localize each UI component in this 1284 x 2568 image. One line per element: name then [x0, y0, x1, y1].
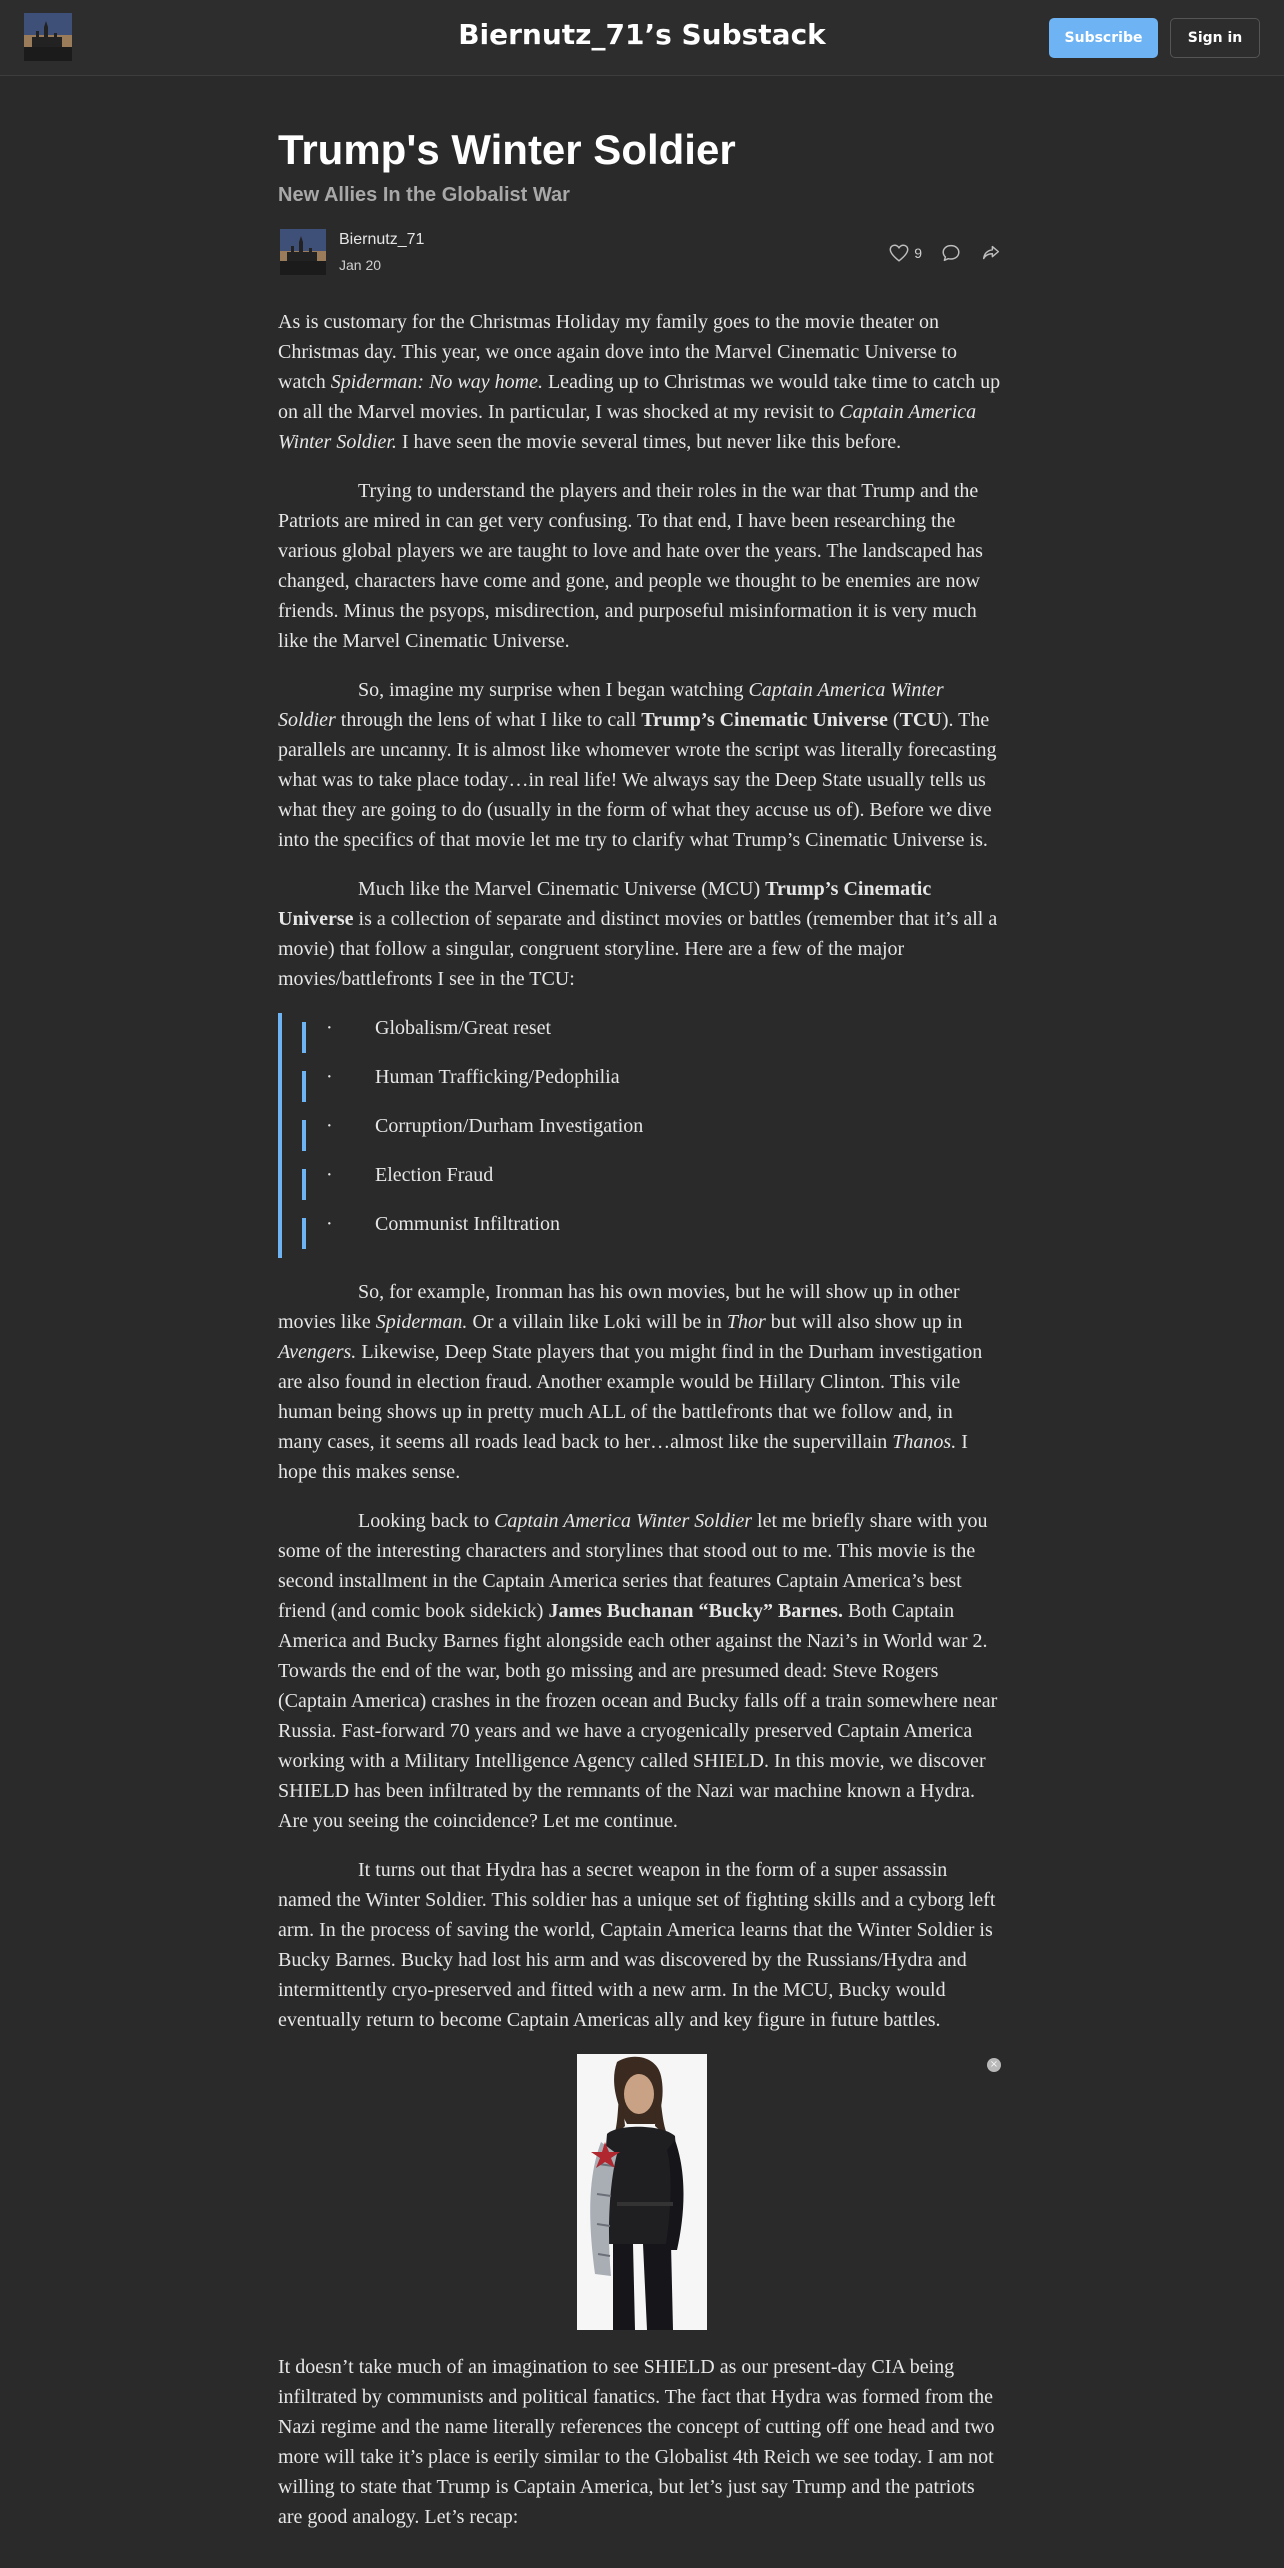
comment-button[interactable]	[940, 242, 962, 264]
top-bar	[0, 0, 1284, 76]
text-run: As is customary for the Christmas Holiday my family goes to the movie theater on Christmas day. This year, we once again dove into the Marvel Cinematic Universe to watch	[278, 311, 958, 394]
winter-soldier-illustration-icon	[577, 2054, 707, 2330]
author-avatar[interactable]	[280, 229, 326, 275]
text-run: So, for example, Ironman has his own movies, but he will show up in other movies like	[278, 1281, 960, 1334]
text-run: let me briefly share with you some of the interesting characters and storylines that stood out to me. This movie is the second installment in the Captain America series that features Captain America’s best friend (and comic book sidekick)	[278, 1510, 988, 1623]
bullet-glyph: ·	[326, 1115, 333, 1138]
like-button[interactable]	[888, 242, 922, 264]
text-run: Trying to understand the players and their roles in the war that Trump and the Patriots are mired in can get very confusing. To that end, I have been researching the various global players we are taught to love and hate over the years. The landscaped has changed, characters have come and gone, and people we thought to be enemies are now friends. Minus the psyops, misdirection, and purposeful misinformation it is very much like the Marvel Cinematic Universe.	[278, 480, 983, 653]
quote-item-text: Communist Infiltration	[375, 1213, 560, 1236]
quote-item-text: Corruption/Durham Investigation	[375, 1115, 644, 1138]
post-actions	[888, 241, 1002, 265]
quote-list-item	[282, 1062, 1002, 1111]
post-title: Trump's Winter Soldier	[278, 126, 736, 173]
site-title[interactable]: Biernutz_71’s Substack	[458, 18, 826, 51]
italic-text: Avengers.	[278, 1341, 357, 1364]
text-run: ). The parallels are uncanny. It is almost like whomever wrote the script was literally forecasting what was to take place today…in real life! We always say the Deep State usually tells us what they are going to do (usually in the form of what they accuse us of). Before we dive into the specifics of that movie let me try to clarify what Trump’s Cinematic Universe is.	[278, 709, 997, 852]
author-name[interactable]: Biernutz_71	[339, 231, 425, 249]
quote-item-text: Election Fraud	[375, 1164, 494, 1187]
text-run: I hope this makes sense.	[278, 1431, 968, 1484]
text-run: is a collection of separate and distinct movies or battles (remember that it’s all a movie) that follow a singular, congruent storyline. Here are a few of the major movies/battlefronts I see in the TCU:	[278, 908, 998, 991]
text-run: Likewise, Deep State players that you might find in the Durham investigation are also found in election fraud. Another example would be Hillary Clinton. This vile human being shows up in pretty much ALL of the battlefronts that we follow and, in many cases, it seems all roads lead back to her…almost like the supervillain	[278, 1341, 983, 1454]
share-icon	[980, 242, 1002, 264]
post-date: Jan 20	[339, 257, 382, 274]
paragraph	[278, 307, 1002, 457]
post-subtitle: New Allies In the Globalist War	[278, 184, 570, 207]
italic-text: Captain America Winter Soldier	[494, 1510, 753, 1533]
paragraph	[278, 1277, 1002, 1487]
italic-text: Thanos.	[892, 1431, 957, 1454]
quote-list-item	[282, 1013, 1002, 1062]
share-button[interactable]	[980, 242, 1002, 264]
avatar-image-icon	[280, 229, 326, 275]
winter-soldier-image[interactable]	[577, 2054, 999, 2330]
text-run: Or a villain like Loki will be in	[467, 1311, 727, 1334]
castle-logo-icon	[24, 13, 72, 61]
subscribe-button[interactable]: Subscribe	[1049, 18, 1158, 58]
quote-item-text: Human Trafficking/Pedophilia	[375, 1066, 620, 1089]
bold-text: Trump’s Cinematic Universe	[641, 709, 888, 732]
italic-text: Spiderman: No way home.	[330, 371, 543, 394]
quote-item-text: Globalism/Great reset	[375, 1017, 552, 1040]
text-run: It turns out that Hydra has a secret weapon in the form of a super assassin named the Winter Soldier. This soldier has a unique set of fighting skills and a cyborg left arm. In the process of saving the world, Captain America learns that the Winter Soldier is Bucky Barnes. Bucky had lost his arm and was discovered by the Russians/Hydra and intermittently cryo-preserved and fitted with a new arm. In the MCU, Bucky would eventually return to become Captain Americas ally and key figure in future battles.	[278, 1859, 996, 2032]
bold-text: Trump’s Cinematic Universe	[278, 878, 932, 931]
text-run: Looking back to	[358, 1510, 495, 1533]
sign-in-button[interactable]: Sign in	[1170, 18, 1260, 58]
paragraph	[278, 675, 1002, 855]
quote-list-item	[282, 1160, 1002, 1209]
quote-list-item	[282, 1209, 1002, 1258]
post-body	[278, 307, 1002, 2532]
bullet-glyph: ·	[326, 1017, 333, 1040]
italic-text: Captain America Winter Soldier	[278, 679, 944, 732]
byline	[278, 227, 1002, 287]
quote-list-item	[282, 1111, 1002, 1160]
text-run: It doesn’t take much of an imagination to see SHIELD as our present-day CIA being infiltrated by communists and political fanatics. The fact that Hydra was formed from the Nazi regime and the name literally references the concept of cutting off one head and two more will take it’s place is eerily similar to the Globalist 4th Reich we see today. I am not willing to state that Trump is Captain America, but let’s just say Trump and the patriots are good analogy. Let’s recap:	[278, 2356, 995, 2529]
blockquote	[278, 1013, 1002, 1258]
comment-icon	[940, 242, 962, 264]
italic-text: Thor	[726, 1311, 766, 1334]
paragraph	[278, 1855, 1002, 2035]
bold-text: TCU	[899, 709, 942, 732]
text-run: but will also show up in	[765, 1311, 963, 1334]
post-container	[278, 76, 1002, 2551]
bullet-glyph: ·	[326, 1066, 333, 1089]
close-icon[interactable]: ×	[987, 2058, 1001, 2072]
bold-text: James Buchanan “Bucky” Barnes.	[548, 1600, 843, 1623]
heart-icon	[888, 242, 910, 264]
paragraph	[278, 2352, 1002, 2532]
text-run: I have seen the movie several times, but never like this before.	[396, 431, 902, 454]
text-run: (	[887, 709, 900, 732]
paragraph	[278, 1506, 1002, 1836]
text-run: through the lens of what I like to call	[335, 709, 642, 732]
bullet-glyph: ·	[326, 1164, 333, 1187]
italic-text: Spiderman.	[375, 1311, 468, 1334]
italic-text: Captain America Winter Soldier.	[278, 401, 977, 454]
text-run: Leading up to Christmas we would take time to catch up on all the Marvel movies. In particular, I was shocked at my revisit to	[278, 371, 1001, 424]
paragraph	[278, 476, 1002, 656]
paragraph	[278, 874, 1002, 994]
text-run: So, imagine my surprise when I began watching	[358, 679, 749, 702]
bullet-glyph: ·	[326, 1213, 333, 1236]
like-count: 9	[914, 245, 922, 262]
text-run: Both Captain America and Bucky Barnes fight alongside each other against the Nazi’s in World war 2. Towards the end of the war, both go missing and are presumed dead: Steve Rogers (Captain America) crashes in the frozen ocean and Bucky falls off a train somewhere near Russia. Fast-forward 70 years and we have a cryogenically preserved Captain America working with a Military Intelligence Agency called SHIELD. In this movie, we discover SHIELD has been infiltrated by the remnants of the Nazi war machine known a Hydra. Are you seeing the coincidence? Let me continue.	[278, 1600, 998, 1833]
text-run: Much like the Marvel Cinematic Universe (MCU)	[358, 878, 766, 901]
publication-logo[interactable]	[24, 13, 72, 61]
post-image-figure	[278, 2054, 1002, 2330]
